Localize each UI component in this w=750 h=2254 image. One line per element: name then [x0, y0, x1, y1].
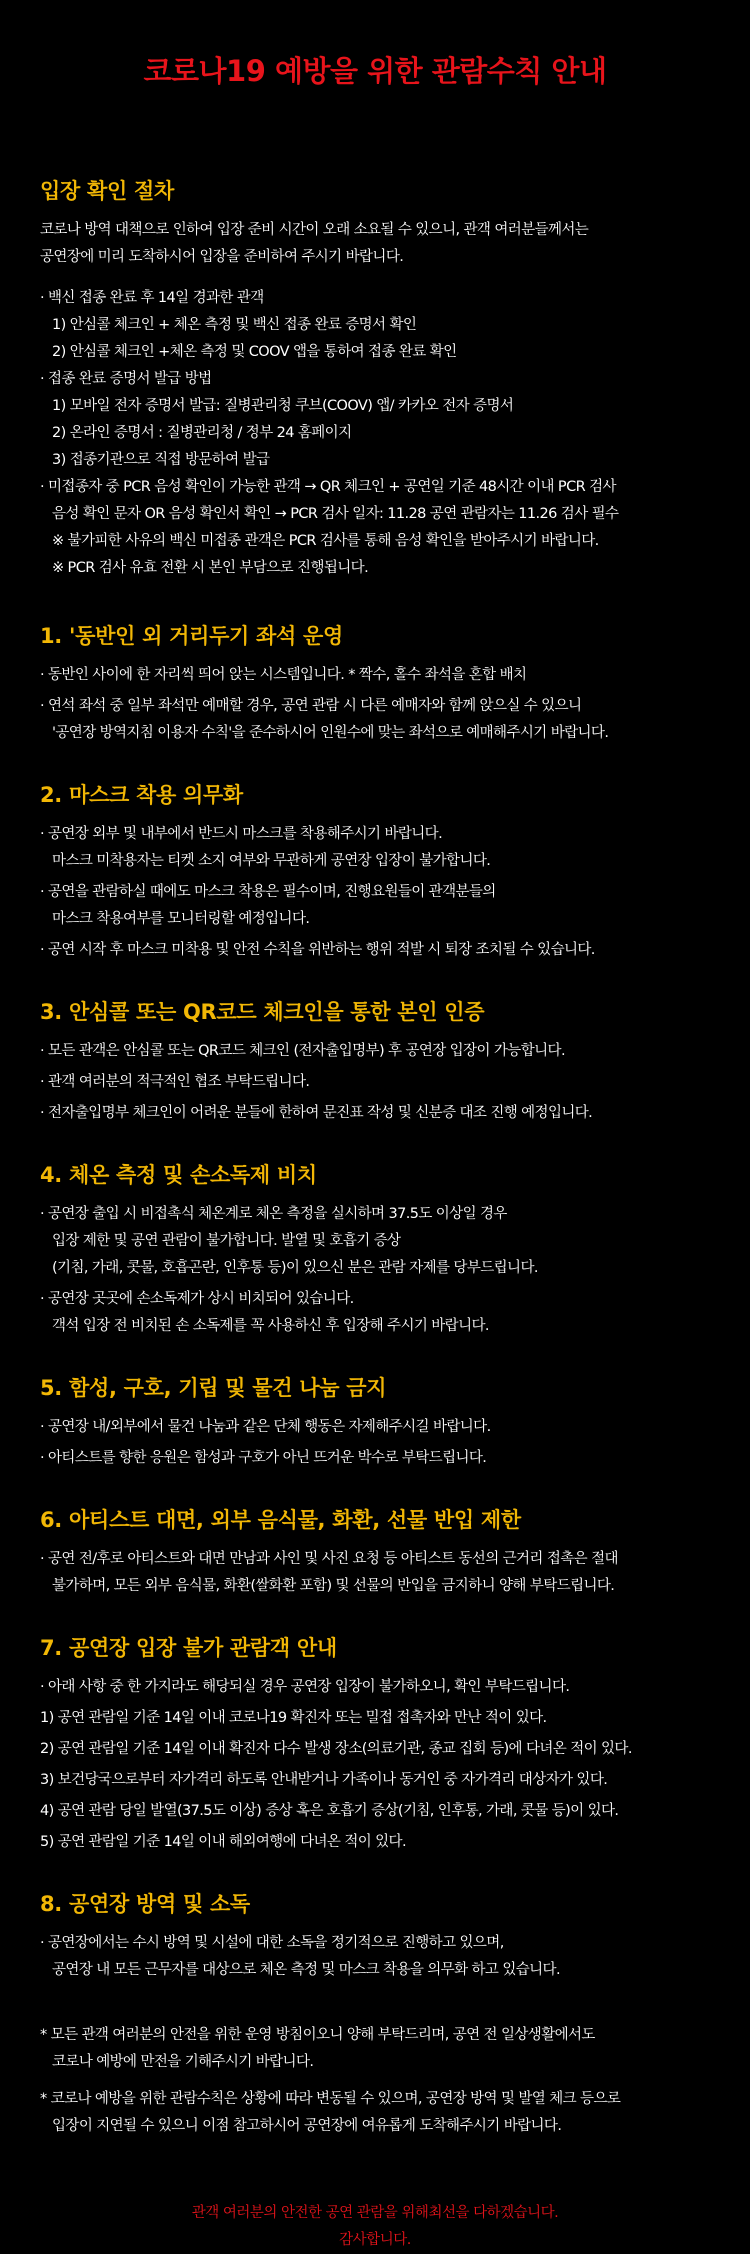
footer-line: 관객 여러분의 안전한 공연 관람을 위해최선을 다하겠습니다.	[191, 2205, 559, 2221]
pcr-note: ※ 불가피한 사유의 백신 미접종 관객은 PCR 검사를 통해 음성 확인을 받아주시기 바랍니다.	[52, 533, 599, 549]
bullet-line: · 공연장 곳곳에 손소독제가 상시 비치되어 있습니다.	[40, 1291, 354, 1307]
section-heading: 6. 아티스트 대면, 외부 음식물, 화환, 선물 반입 제한	[40, 1508, 521, 1532]
cert-item: 3) 접종기관으로 직접 방문하여 발급	[52, 452, 270, 468]
cert-item: 1) 모바일 전자 증명서 발급: 질병관리청 쿠브(COOV) 앱/ 카카오 전자 증명서	[52, 398, 514, 414]
section-seating	[40, 622, 710, 747]
closing-note-line: 코로나 예방에 만전을 기해주시기 바랍니다.	[52, 2054, 314, 2070]
bullet-line: 3) 보건당국으로부터 자가격리 하도록 안내받거나 가족이나 동거인 중 자가격리 대상자가 있다.	[40, 1772, 608, 1788]
closing-note-line: 입장이 지연될 수 있으니 이점 참고하시어 공연장에 여유롭게 도착해주시기 바랍니다.	[52, 2118, 562, 2134]
section-entry-denied	[40, 1634, 710, 1856]
bullet-line: 객석 입장 전 비치된 손 소독제를 꼭 사용하신 후 입장해 주시기 바랍니다.	[52, 1318, 489, 1334]
bullet-line: 4) 공연 관람 당일 발열(37.5도 이상) 증상 혹은 호흡기 증상(기침, 인후통, 가래, 콧물 등)이 있다.	[40, 1803, 619, 1819]
pcr-note: ※ PCR 검사 유효 전환 시 본인 부담으로 진행됩니다.	[52, 560, 369, 576]
bullet-line: '공연장 방역지침 이용자 수칙'을 준수하시어 인원수에 맞는 좌석으로 예매해주시기 바랍니다.	[52, 725, 609, 741]
intro-paragraph-line: 코로나 방역 대책으로 인하여 입장 준비 시간이 오래 소요될 수 있으니, 관객 여러분들께서는	[40, 222, 589, 238]
bullet-line: · 관객 여러분의 적극적인 협조 부탁드립니다.	[40, 1074, 310, 1090]
closing-note-line: * 모든 관객 여러분의 안전을 위한 운영 방침이오니 양해 부탁드리며, 공연 전 일상생활에서도	[40, 2027, 595, 2043]
cert-item: 2) 온라인 증명서 : 질병관리청 / 정부 24 홈페이지	[52, 425, 352, 441]
section-heading: 1. '동반인 외 거리두기 좌석 운영	[40, 624, 344, 648]
bullet-line: 불가하며, 모든 외부 음식물, 화환(쌀화환 포함) 및 선물의 반입을 금지하니 양해 부탁드립니다.	[52, 1578, 615, 1594]
bullet-line: · 공연 전/후로 아티스트와 대면 만남과 사인 및 사진 요청 등 아티스트 동선의 근거리 접촉은 절대	[40, 1551, 618, 1567]
bullet-line: 마스크 착용여부를 모니터링할 예정입니다.	[52, 911, 310, 927]
page-title: 코로나19 예방을 위한 관람수칙 안내	[143, 54, 607, 88]
bullet-line: · 전자출입명부 체크인이 어려운 분들에 한하여 문진표 작성 및 신분증 대조 진행 예정입니다.	[40, 1105, 593, 1121]
section-heading: 5. 함성, 구호, 기립 및 물건 나눔 금지	[40, 1376, 387, 1400]
section-heading: 7. 공연장 입장 불가 관람객 안내	[40, 1636, 337, 1660]
bullet-line: · 공연 시작 후 마스크 미착용 및 안전 수칙을 위반하는 행위 적발 시 퇴장 조치될 수 있습니다.	[40, 942, 595, 958]
section-artist-contact	[40, 1506, 710, 1600]
vaccine-bullet: · 백신 접종 완료 후 14일 경과한 관객	[40, 290, 264, 306]
section-heading: 8. 공연장 방역 및 소독	[40, 1892, 250, 1916]
footer-message	[40, 2200, 710, 2254]
bullet-line: 1) 공연 관람일 기준 14일 이내 코로나19 확진자 또는 밀접 접촉자와 만난 적이 있다.	[40, 1710, 547, 1726]
bullet-line: 2) 공연 관람일 기준 14일 이내 확진자 다수 발생 장소(의료기관, 종교 집회 등)에 다녀온 적이 있다.	[40, 1741, 632, 1757]
bullet-line: · 모든 관객은 안심콜 또는 QR코드 체크인 (전자출입명부) 후 공연장 입장이 가능합니다.	[40, 1043, 565, 1059]
bullet-line: 공연장 내 모든 근무자를 대상으로 체온 측정 및 마스크 착용을 의무화 하고 있습니다.	[52, 1962, 560, 1978]
closing-notes	[40, 2022, 710, 2140]
bullet-line: · 공연장 출입 시 비접촉식 체온계로 체온 측정을 실시하며 37.5도 이상일 경우	[40, 1206, 507, 1222]
section-mask	[40, 781, 710, 964]
bullet-line: · 공연장에서는 수시 방역 및 시설에 대한 소독을 정기적으로 진행하고 있으며,	[40, 1935, 504, 1951]
bullet-line: · 아래 사항 중 한 가지라도 해당되실 경우 공연장 입장이 불가하오니, 확인 부탁드립니다.	[40, 1679, 570, 1695]
bullet-line: 5) 공연 관람일 기준 14일 이내 해외여행에 다녀온 적이 있다.	[40, 1834, 406, 1850]
bullet-line: 마스크 미착용자는 티켓 소지 여부와 무관하게 공연장 입장이 불가합니다.	[52, 853, 491, 869]
pcr-bullet-line: · 미접종자 중 PCR 음성 확인이 가능한 관객 → QR 체크인 + 공연일 기준 48시간 이내 PCR 검사	[40, 479, 616, 495]
intro-paragraph-line: 공연장에 미리 도착하시어 입장을 준비하여 주시기 바랍니다.	[40, 249, 404, 265]
section-checkin	[40, 998, 710, 1127]
section-temperature	[40, 1161, 710, 1340]
bullet-line: (기침, 가래, 콧물, 호흡곤란, 인후통 등)이 있으신 분은 관람 자제를 당부드립니다.	[52, 1260, 538, 1276]
section-heading: 4. 체온 측정 및 손소독제 비치	[40, 1163, 317, 1187]
section-disinfection	[40, 1890, 710, 1984]
bullet-line: · 동반인 사이에 한 자리씩 띄어 앉는 시스템입니다. * 짝수, 홀수 좌석을 혼합 배치	[40, 667, 527, 683]
closing-note-line: * 코로나 예방을 위한 관람수칙은 상황에 따라 변동될 수 있으며, 공연장 방역 및 발열 체크 등으로	[40, 2091, 621, 2107]
bullet-line: 입장 제한 및 공연 관람이 불가합니다. 발열 및 호흡기 증상	[52, 1233, 401, 1249]
pcr-bullet-line: 음성 확인 문자 OR 음성 확인서 확인 → PCR 검사 일자: 11.28 공연 관람자는 11.26 검사 필수	[52, 506, 619, 522]
bullet-line: · 아티스트를 향한 응원은 함성과 구호가 아닌 뜨거운 박수로 부탁드립니다.	[40, 1450, 487, 1466]
section-cheering	[40, 1374, 710, 1472]
vaccine-item: 1) 안심콜 체크인 + 체온 측정 및 백신 접종 완료 증명서 확인	[52, 317, 417, 333]
bullet-line: · 공연장 내/외부에서 물건 나눔과 같은 단체 행동은 자제해주시길 바랍니다.	[40, 1419, 491, 1435]
entry-procedure-section	[40, 177, 710, 582]
vaccine-item: 2) 안심콜 체크인 +체온 측정 및 COOV 앱을 통하여 접종 완료 확인	[52, 344, 457, 360]
bullet-line: · 연석 좌석 중 일부 좌석만 예매할 경우, 공연 관람 시 다른 예매자와 함께 앉으실 수 있으니	[40, 698, 582, 714]
entry-procedure-heading: 입장 확인 절차	[40, 179, 174, 203]
footer-line: 감사합니다.	[339, 2232, 411, 2248]
cert-bullet: · 접종 완료 증명서 발급 방법	[40, 371, 212, 387]
section-heading: 2. 마스크 착용 의무화	[40, 783, 243, 807]
section-heading: 3. 안심콜 또는 QR코드 체크인을 통한 본인 인증	[40, 1000, 485, 1024]
bullet-line: · 공연을 관람하실 때에도 마스크 착용은 필수이며, 진행요원들이 관객분들의	[40, 884, 496, 900]
bullet-line: · 공연장 외부 및 내부에서 반드시 마스크를 착용해주시기 바랍니다.	[40, 826, 443, 842]
